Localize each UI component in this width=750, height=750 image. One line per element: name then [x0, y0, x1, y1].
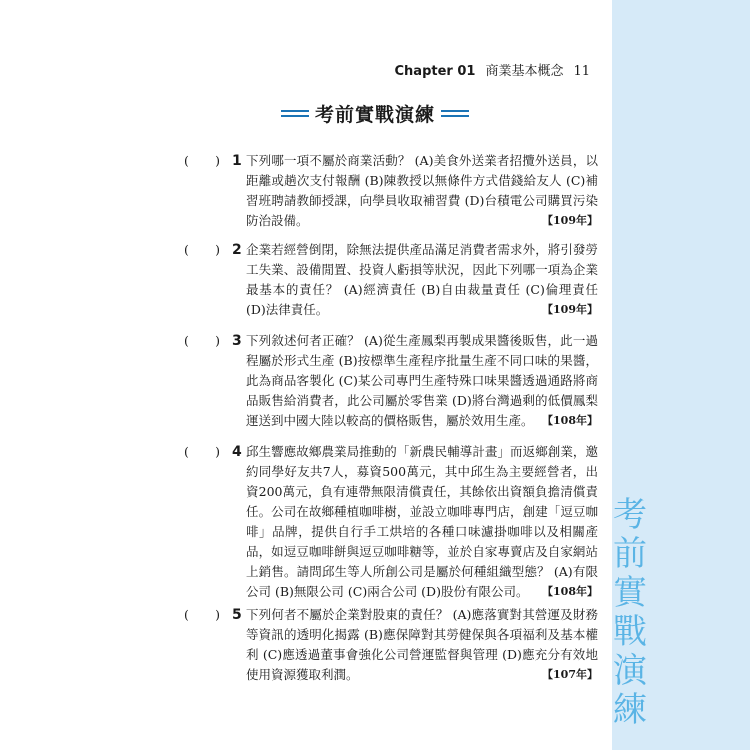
answer-blank[interactable] [184, 240, 220, 260]
question-body: 企業若經營倒閉，除無法提供產品滿足消費者需求外，將引發勞工失業、設備閒置、投資人虧損等狀況，因此下列哪一項為企業最基本的責任？ (A)經濟責任 (B)自由裁量責任 (C)倫理責任 (D)法律責任。 [246, 242, 598, 317]
paren-close: ) [215, 444, 220, 459]
question-number: 1 [232, 153, 242, 169]
paren-close: ) [215, 153, 220, 168]
paren-close: ) [215, 242, 220, 257]
chapter-label: Chapter 01 [394, 64, 476, 79]
year-badge: 【108年】 [542, 585, 598, 598]
paren-open: ( [184, 153, 189, 168]
year-badge: 【107年】 [542, 668, 598, 681]
paren-open: ( [184, 242, 189, 257]
answer-blank[interactable] [184, 331, 220, 351]
year-badge: 【109年】 [542, 303, 598, 316]
answer-blank[interactable] [184, 151, 220, 171]
question-number: 2 [232, 242, 242, 258]
question-text [246, 605, 598, 685]
question-body: 下列哪一項不屬於商業活動？ (A)美食外送業者招攬外送員，以距離或趟次支付報酬 (B)陳教授以無條件方式借錢給友人 (C)補習班聘請教師授課，向學員收取補習費 (D)台積電公司購買污染防治設備。 [246, 153, 598, 228]
question-text [246, 331, 598, 431]
question-body: 下列敘述何者正確？ (A)從生產鳳梨再製成果醬後販售，此一過程屬於形式生產 (B)按標準生產程序批量生產不同口味的果醬，此為商品客製化 (C)某公司專門生產特殊口味果醬透過通路將商品販售給消費者，此公司屬於零售業 (D)將台灣過剩的低價鳳梨運送到中國大陸以較高的價格販售，屬於效用生產。 [246, 333, 598, 428]
paren-open: ( [184, 607, 189, 622]
section-title [0, 100, 750, 127]
side-title-char: 練 [613, 690, 647, 730]
side-title [610, 496, 650, 730]
question-number: 3 [232, 333, 242, 349]
question-number: 5 [232, 607, 242, 623]
paren-close: ) [215, 333, 220, 348]
question-text [246, 151, 598, 231]
page-number: 11 [573, 64, 590, 79]
chapter-title: 商業基本概念 [485, 64, 564, 79]
question-body: 下列何者不屬於企業對股東的責任？ (A)應落實對其營運及財務等資訊的透明化揭露 (B)應保障對其勞健保與各項福利及基本權利 (C)應透過董事會強化公司營運監督與管理 (D)應充分有效地使用資源獲取利潤。 [246, 607, 598, 682]
question-text [246, 442, 598, 602]
year-badge: 【109年】 [542, 214, 598, 227]
side-title-char: 實 [613, 573, 647, 613]
year-badge: 【108年】 [542, 414, 598, 427]
side-title-char: 前 [613, 534, 647, 574]
question-text [246, 240, 598, 320]
paren-open: ( [184, 444, 189, 459]
answer-blank[interactable] [184, 442, 220, 462]
question-body: 邱生響應故鄉農業局推動的「新農民輔導計畫」而返鄉創業，邀約同學好友共7人，募資500萬元，其中邱生為主要經營者，出資200萬元，負有連帶無限清償責任，其餘依出資額負擔清償責任。公司在故鄉種植咖啡樹，並設立咖啡專門店，創建「逗豆咖啡」品牌，提供自行手工烘培的各種口味濾掛咖啡以及相關產品，如逗豆咖啡餅與逗豆咖啡糖等，並於自家專賣店及自家網站上銷售。請問邱生等人所創公司是屬於何種組織型態？ (A)有限公司 (B)無限公司 (C)兩合公司 (D)股份有限公司。 [246, 444, 598, 599]
paren-close: ) [215, 607, 220, 622]
paren-open: ( [184, 333, 189, 348]
answer-blank[interactable] [184, 605, 220, 625]
side-title-char: 考 [613, 495, 647, 535]
side-title-char: 演 [613, 651, 647, 691]
section-title-label: 考前實戰演練 [314, 104, 435, 126]
title-decoration-left [281, 110, 309, 117]
title-decoration-right [441, 110, 469, 117]
side-title-char: 戰 [613, 612, 647, 652]
page-header [395, 60, 591, 79]
question-number: 4 [232, 444, 242, 460]
